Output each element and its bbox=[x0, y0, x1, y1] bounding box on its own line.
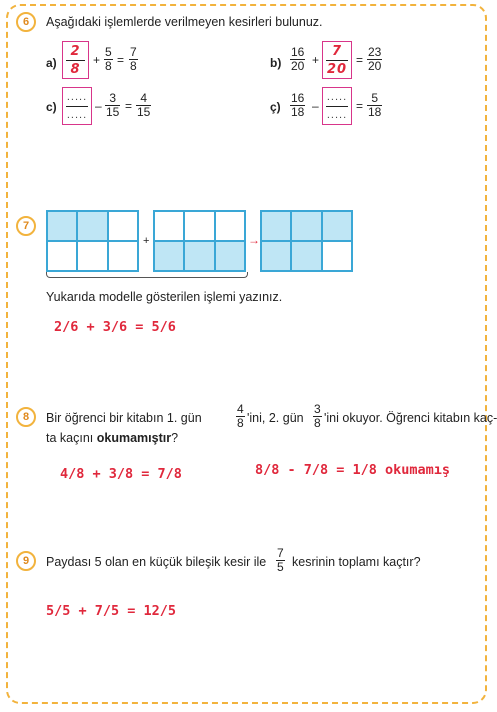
question-8-line2: ta kaçını okumamıştır? bbox=[46, 431, 179, 445]
fraction-5-8: $\frac{5}{8}$ bbox=[105, 45, 112, 73]
model-cell-empty bbox=[215, 211, 245, 241]
model-cell-filled bbox=[47, 211, 77, 241]
plus-sign: + bbox=[93, 53, 101, 67]
answer-b-denominator: 20 bbox=[326, 61, 348, 77]
fraction-7-5: $\frac{7}{5}$ bbox=[277, 546, 284, 574]
model-cell-empty bbox=[77, 241, 107, 271]
brace-icon bbox=[46, 272, 248, 278]
model-cell-filled bbox=[322, 211, 352, 241]
answer-c-numerator: ..... bbox=[66, 91, 88, 103]
model-cell-empty bbox=[47, 241, 77, 271]
answer-c-denominator: ..... bbox=[66, 109, 88, 121]
model-cell-filled bbox=[261, 241, 291, 271]
answer-b-numerator: 7 bbox=[331, 43, 343, 59]
handwritten-answer-9: 5/5 + 7/5 = 12/5 bbox=[46, 603, 177, 619]
question-number-9: 9 bbox=[16, 551, 36, 571]
answer-cc-numerator: ..... bbox=[326, 91, 348, 103]
fraction-5-18: $\frac{5}{18}$ bbox=[368, 91, 382, 119]
fraction-4-15: $\frac{4}{15}$ bbox=[137, 91, 151, 119]
question-number-7: 7 bbox=[16, 216, 36, 236]
answer-box-b[interactable] bbox=[322, 41, 352, 79]
answer-box-a[interactable] bbox=[62, 41, 89, 79]
fraction-model-1 bbox=[46, 210, 139, 272]
equals-sign: = bbox=[356, 99, 364, 113]
handwritten-answer-8b: 8/8 - 7/8 = 1/8 okumamış bbox=[255, 462, 451, 478]
minus-sign: – bbox=[312, 99, 319, 113]
fraction-16-20: $\frac{16}{20}$ bbox=[291, 45, 305, 73]
item-cc-label: ç) bbox=[270, 100, 281, 114]
model-cell-empty bbox=[322, 241, 352, 271]
question-8-text-c: 'ini okuyor. Öğrenci kitabın kaç- bbox=[324, 411, 497, 425]
item-c-label: c) bbox=[46, 100, 57, 114]
answer-a-denominator: 8 bbox=[70, 61, 81, 77]
model-cell-filled bbox=[291, 211, 321, 241]
fraction-model-2 bbox=[153, 210, 246, 272]
model-cell-empty bbox=[108, 241, 138, 271]
model-cell-filled bbox=[184, 241, 214, 271]
answer-box-cc[interactable] bbox=[322, 87, 352, 125]
equals-sign: = bbox=[125, 99, 133, 113]
handwritten-answer-7: 2/6 + 3/6 = 5/6 bbox=[54, 319, 176, 335]
question-number-8: 8 bbox=[16, 407, 36, 427]
model-cell-empty bbox=[154, 211, 184, 241]
plus-sign: + bbox=[312, 53, 320, 67]
fraction-3-8: $\frac{3}{8}$ bbox=[314, 402, 321, 430]
handwritten-answer-8a: 4/8 + 3/8 = 7/8 bbox=[60, 466, 182, 482]
fraction-23-20: $\frac{23}{20}$ bbox=[368, 45, 382, 73]
fraction-4-8: $\frac{4}{8}$ bbox=[237, 402, 244, 430]
answer-a-numerator: 2 bbox=[70, 43, 81, 59]
keyword-okumamistir: okumamıştır bbox=[96, 431, 172, 445]
model-cell-filled bbox=[215, 241, 245, 271]
question-7-prompt: Yukarıda modelle gösterilen işlemi yazınız. bbox=[46, 290, 283, 304]
minus-sign: – bbox=[95, 99, 102, 113]
question-6-prompt: Aşağıdaki işlemlerde verilmeyen kesirleri bulunuz. bbox=[46, 15, 323, 29]
model-cell-filled bbox=[261, 211, 291, 241]
arrow-icon: → bbox=[248, 233, 260, 247]
model-cell-filled bbox=[154, 241, 184, 271]
answer-box-c[interactable] bbox=[62, 87, 92, 125]
question-8-text-b: 'ini, 2. gün bbox=[247, 411, 304, 425]
model-cell-filled bbox=[77, 211, 107, 241]
question-8-text-a: Bir öğrenci bir kitabın 1. gün bbox=[46, 411, 202, 425]
fraction-16-18: $\frac{16}{18}$ bbox=[291, 91, 305, 119]
model-cell-filled bbox=[291, 241, 321, 271]
model-cell-empty bbox=[108, 211, 138, 241]
plus-sign: + bbox=[143, 235, 150, 247]
fraction-7-8: $\frac{7}{8}$ bbox=[130, 45, 137, 73]
fraction-model-result bbox=[260, 210, 353, 272]
model-cell-empty bbox=[184, 211, 214, 241]
equals-sign: = bbox=[117, 53, 125, 67]
fraction-3-15: $\frac{3}{15}$ bbox=[106, 91, 120, 119]
item-a-label: a) bbox=[46, 56, 57, 70]
answer-cc-denominator: ..... bbox=[326, 109, 348, 121]
question-number-6: 6 bbox=[16, 12, 36, 32]
equals-sign: = bbox=[356, 53, 364, 67]
question-9-text-a: Paydası 5 olan en küçük bileşik kesir ile bbox=[46, 555, 267, 569]
question-9-text-b: kesrinin toplamı kaçtır? bbox=[292, 555, 421, 569]
item-b-label: b) bbox=[270, 56, 282, 70]
